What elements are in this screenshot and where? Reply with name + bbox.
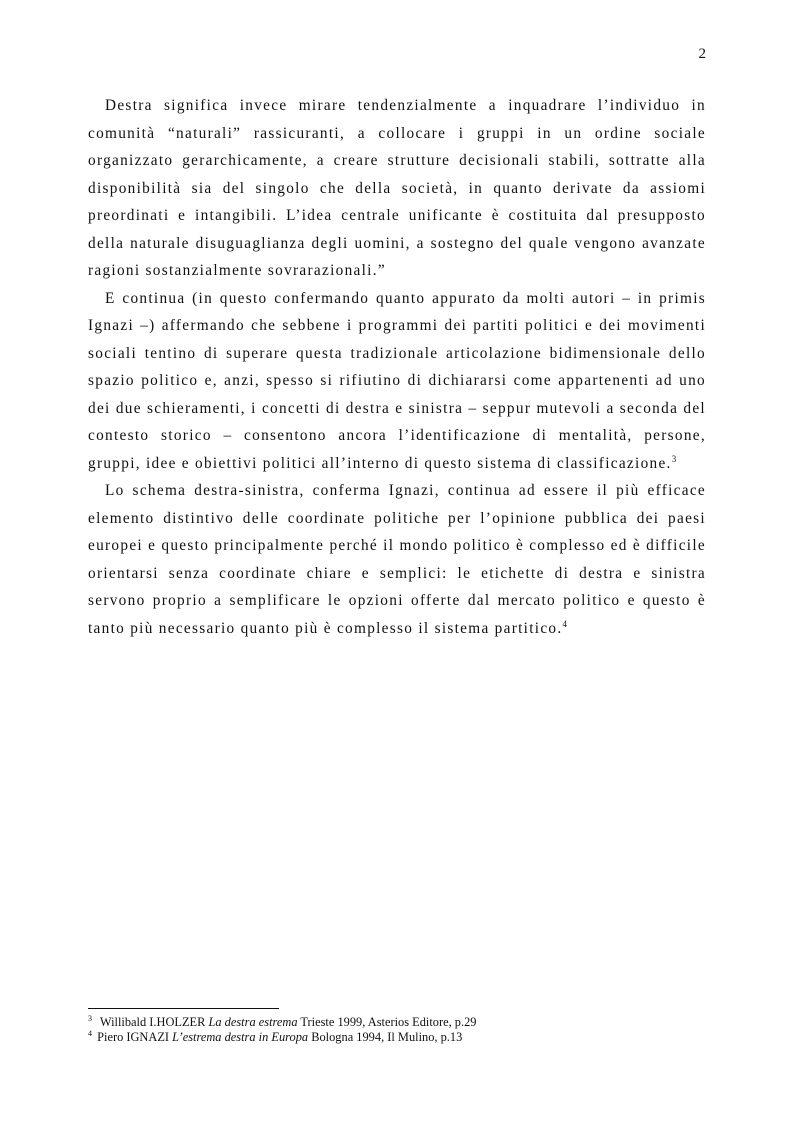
footnote-details: Trieste 1999, Asterios Editore, p.29: [300, 1015, 477, 1029]
paragraph-continua: [88, 285, 706, 478]
footnote-mark: 3: [88, 1013, 92, 1023]
footnote-author: Piero IGNAZI: [97, 1030, 170, 1044]
page-number: 2: [698, 46, 706, 62]
footnote-reference[interactable]: 3: [671, 453, 677, 464]
footnote-author: Willibald I.HOLZER: [99, 1015, 206, 1029]
footnote-reference[interactable]: 4: [562, 618, 567, 629]
paragraph-text: Destra significa invece mirare tendenzialmente a inquadrare l’individuo in comunità “naturali” rassicuranti, a collocare i gruppi in un ordine sociale organizzato gerarchicamente, a creare strutture decisionali stabili, sottratte alla disponibilità sia del singolo che della società, in quanto derivate da assiomi preordinati e intangibili. L’idea centrale unificante è costituita dal presupposto della naturale disuguaglianza degli uomini, a sostegno del quale vengono avanzate ragioni sostanzialmente sovrarazionali.”: [88, 97, 706, 279]
footnote-3: [88, 1015, 706, 1030]
footnote-title: L’estrema destra in Europa: [172, 1030, 309, 1044]
footnote-4: [88, 1030, 706, 1045]
paragraph-schema: [88, 477, 706, 642]
footnote-mark: 4: [88, 1028, 92, 1038]
body-text: [88, 92, 706, 642]
paragraph-destra-definition: [88, 92, 706, 285]
footnote-details: Bologna 1994, Il Mulino, p.13: [311, 1030, 463, 1044]
paragraph-text: E continua (in questo confermando quanto appurato da molti autori – in primis Ignazi –) affermando che sebbene i programmi dei partiti politici e dei movimenti sociali tentino di superare questa tradizionale articolazione bidimensionale dello spazio politico e, anzi, spesso si rifiutino di dichiararsi come appartenenti ad uno dei due schieramenti, i concetti di destra e sinistra – seppur mutevoli a seconda del contesto storico – consentono ancora l’identificazione di mentalità, persone, gruppi, idee e obiettivi politici all’interno di questo sistema di classificazione.: [88, 289, 706, 472]
footnote-separator: [88, 1008, 279, 1009]
paragraph-text: Lo schema destra-sinistra, conferma Ignazi, continua ad essere il più efficace elemento distintivo delle coordinate politiche per l’opinione pubblica dei paesi europei e questo principalmente perché il mondo politico è complesso ed è difficile orientarsi senza coordinate chiare e semplici: le etichette di destra e sinistra servono proprio a semplificare le opzioni offerte dal mercato politico e questo è tanto più necessario quanto più è complesso il sistema partitico.: [88, 482, 706, 637]
footnotes: [88, 1015, 706, 1045]
footnote-title: La destra estrema: [208, 1015, 298, 1029]
